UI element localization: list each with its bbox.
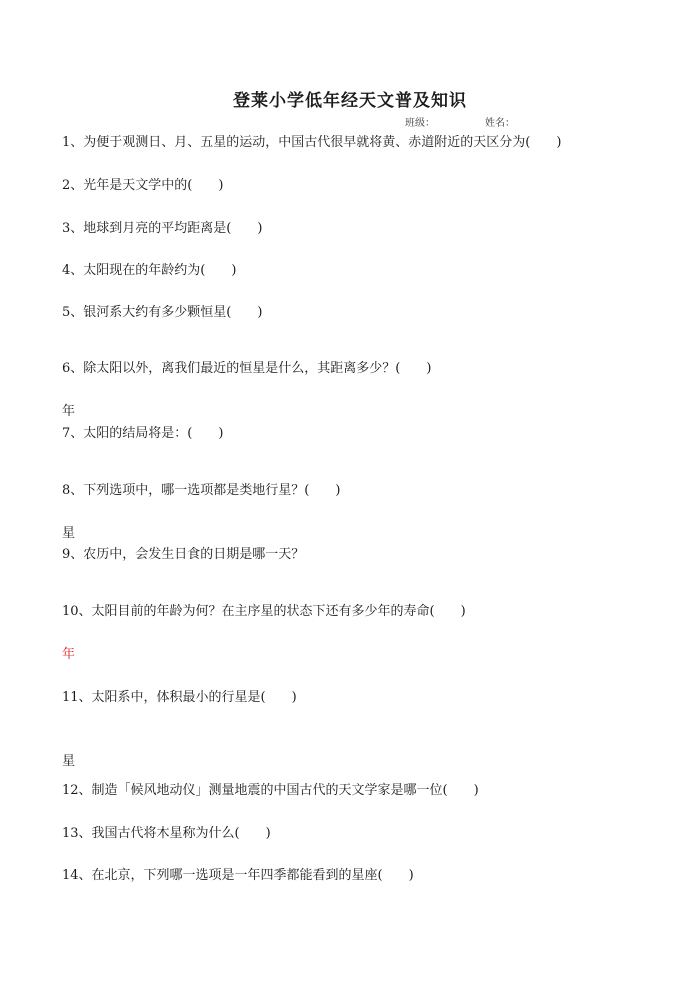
question-3: 3、地球到月亮的平均距离是( ) [62,221,263,236]
question-14: 14、在北京，下列哪一选项是一年四季都能看到的星座( ) [62,868,414,883]
name-label: 姓名： [485,118,515,129]
option-10c-continued: 年 [62,647,76,662]
option-8e-continued: 星 [62,526,76,541]
question-10: 10、太阳目前的年龄为何？在主序星的状态下还有多少年的寿命( ) [62,604,466,619]
question-12: 12、制造「候风地动仪」测量地震的中国古代的天文学家是哪一位( ) [62,783,479,798]
question-9: 9、农历中，会发生日食的日期是哪一天？ [62,547,305,562]
question-2: 2、光年是天文学中的( ) [62,178,224,193]
question-7: 7、太阳的结局将是：( ) [62,426,224,441]
question-13: 13、我国古代将木星称为什么( ) [62,826,271,841]
option-11d-continued: 星 [62,754,76,769]
option-6d-continued: 年 [62,404,76,419]
question-8: 8、下列选项中，哪一选项都是类地行星？( ) [62,483,341,498]
page-title: 登莱小学低年经天文普及知识 [233,91,467,111]
question-1: 1、为便于观测日、月、五星的运动，中国古代很早就将黄、赤道附近的天区分为( ) [62,135,562,150]
question-11: 11、太阳系中，体积最小的行星是( ) [62,690,297,705]
question-5: 5、银河系大约有多少颗恒星( ) [62,305,263,320]
question-4: 4、太阳现在的年龄约为( ) [62,263,237,278]
question-6: 6、除太阳以外，离我们最近的恒星是什么，其距离多少？( ) [62,361,432,376]
class-label: 班级： [405,118,435,129]
